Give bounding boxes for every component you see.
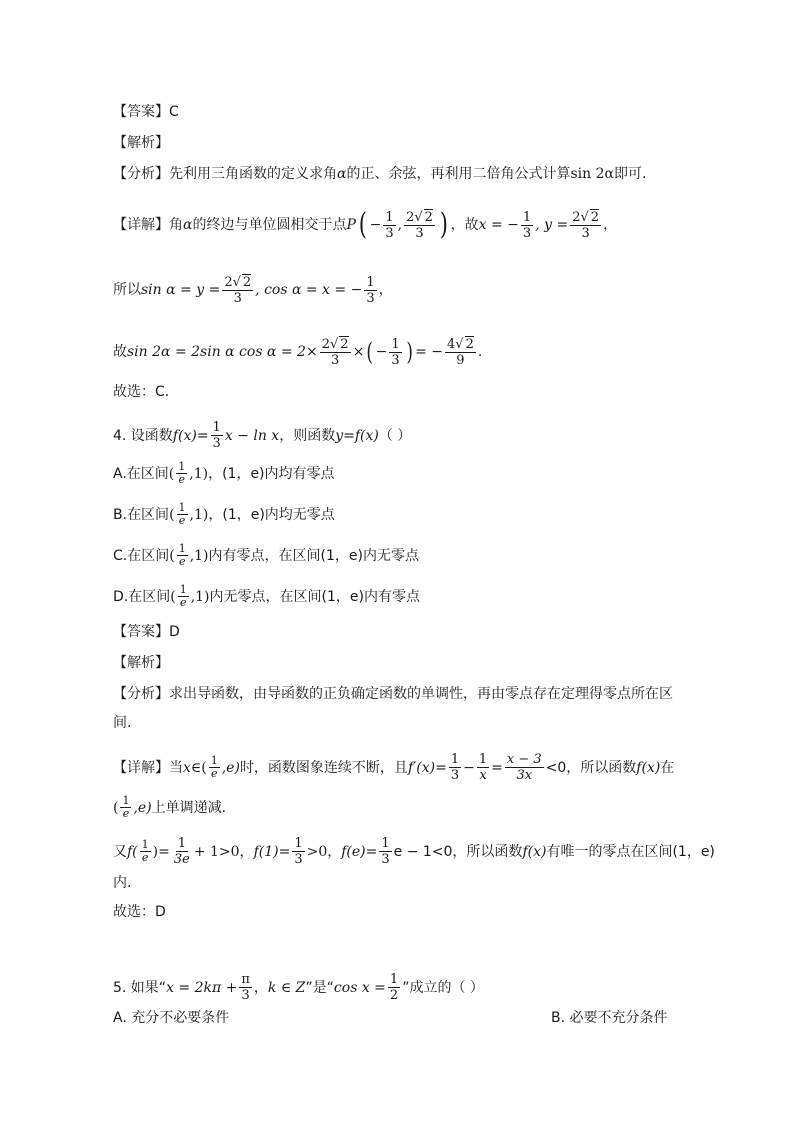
frac-one-e	[176, 461, 187, 486]
frac-num: 1	[122, 794, 130, 807]
detail-text: 内.	[113, 875, 132, 891]
coef: 2	[321, 337, 330, 352]
math-y-eq: , y =	[535, 217, 569, 233]
q4-detail-line-2	[113, 795, 734, 820]
frac-one-half	[388, 972, 400, 1003]
frac-den: e	[179, 596, 187, 609]
coef: 2	[406, 210, 415, 225]
option-label: A.	[113, 465, 127, 482]
q3-answer-line	[113, 102, 734, 122]
coef: 4	[446, 337, 456, 352]
frac-den: 3	[241, 988, 250, 1003]
q3-calc-line	[113, 336, 734, 368]
frac-one-third	[364, 275, 376, 306]
paren: (	[169, 506, 175, 523]
fenxi-text: 间.	[113, 715, 132, 731]
paren: (	[168, 465, 175, 482]
detail-text: ，故	[450, 217, 479, 233]
math-sign: −	[369, 217, 382, 233]
frac-xm3-3x	[505, 752, 544, 783]
period: .	[477, 344, 483, 360]
frac-den: 3	[330, 353, 340, 368]
math-f: f(	[127, 843, 138, 860]
q5-option-b: B. 必要不充分条件	[551, 1010, 668, 1026]
frac-num: 1	[478, 752, 488, 767]
frac-den: 3	[391, 352, 400, 368]
math-sin2a: sin 2α	[570, 166, 614, 182]
math-text: >0，	[306, 843, 342, 860]
q3-choose-line	[113, 382, 734, 402]
detail-text: 当	[169, 759, 183, 776]
option-label: D.	[113, 588, 129, 605]
frac-num: 1	[141, 838, 149, 851]
frac-num: 4√ 2	[446, 337, 474, 352]
comma: ，	[378, 282, 393, 298]
interval-end: ,1)	[190, 588, 210, 605]
q4-stem	[113, 420, 734, 451]
option-text: 在区间	[127, 547, 170, 564]
frac-num: 2√ 2	[572, 210, 600, 225]
q5-options-row	[113, 1008, 734, 1028]
paren-open: (	[366, 338, 374, 366]
detail-text: 时，函数图象连续不断，且	[239, 759, 408, 776]
frac-one-e	[177, 502, 188, 527]
fenxi-text: 的正、余弦，再利用二倍角公式计算	[346, 166, 571, 182]
option-text: 在区间	[126, 465, 169, 482]
q4-answer-line	[113, 622, 734, 642]
analysis-tag: 【解析】	[113, 655, 169, 671]
frac-num: 1	[294, 836, 303, 851]
interval-end: ,1)	[189, 547, 209, 564]
frac-den: 9	[456, 353, 465, 368]
detail-text: 又	[113, 843, 127, 860]
frac-num: 1	[391, 336, 400, 352]
frac-num: 1	[178, 501, 186, 514]
q4-option-d	[113, 584, 734, 609]
frac-num: 1	[178, 460, 186, 473]
frac-one-e	[140, 839, 151, 864]
frac-num: x − 3	[506, 752, 542, 767]
frac-one-third	[292, 836, 304, 867]
radicand: 2	[424, 210, 433, 225]
fenxi-text: 先利用三角函数的定义求角	[169, 166, 337, 182]
math-cos-eq: , cos α = x = −	[255, 282, 363, 298]
stem-text: ”成立的（ ）	[402, 979, 484, 996]
q5-option-a: A. 充分不必要条件	[113, 1010, 230, 1026]
q4-detail-line-3	[113, 836, 734, 867]
frac-den: 3x	[516, 768, 533, 783]
interval-end: ,1)	[189, 506, 209, 523]
math-fx: f(x)=	[172, 427, 209, 444]
coef: 2	[572, 210, 581, 225]
detail-text: e − 1<0，所以函数	[393, 843, 523, 860]
frac-num: 2√ 2	[406, 210, 433, 225]
radicand: 2	[590, 210, 600, 225]
interval-end: ,1)	[189, 465, 209, 482]
detail-text: <0，所以函数	[545, 759, 637, 776]
math-f1: f(1)=	[253, 843, 291, 860]
frac-den: e	[122, 807, 130, 820]
math-sign: −	[375, 344, 388, 360]
frac-num: 1	[385, 209, 394, 225]
detail-text: 有唯一的零点在区间(1，e)	[546, 843, 715, 860]
q4-option-b	[113, 502, 734, 527]
frac-den: e	[210, 767, 218, 780]
frac-num: 1	[178, 542, 186, 555]
q4-fenxi-line-2	[113, 713, 734, 733]
math-x-eq: x = −	[478, 217, 519, 233]
frac-den: 3	[233, 291, 242, 306]
frac-den: 3	[212, 436, 221, 451]
fenxi-text: 即可.	[613, 166, 647, 182]
paren-close: )	[406, 338, 413, 366]
math-fe: f(e)=	[341, 843, 378, 860]
frac-2sqrt2-3	[570, 209, 601, 241]
frac-num: 1	[179, 583, 187, 596]
math-fx: f(x)	[636, 759, 661, 776]
math-expr: x − ln x	[224, 427, 280, 444]
option-text: 内有零点，在区间(1，e)内无零点	[208, 547, 419, 564]
frac-one-third	[379, 836, 391, 867]
q4-option-c	[113, 543, 734, 568]
q4-option-a	[113, 461, 734, 486]
fenxi-tag: 【分析】	[113, 686, 169, 702]
fenxi-text: 求出导函数，由导函数的正负确定函数的单调性，再由零点存在定理得零点所在区	[169, 686, 673, 702]
frac-2sqrt2-3	[320, 336, 351, 368]
choose-text: 故选：C.	[113, 384, 170, 400]
fenxi-tag: 【分析】	[113, 166, 169, 182]
answer-tag: 【答案】	[113, 624, 169, 640]
frac-2sqrt2-3	[404, 209, 435, 241]
frac-den: 3	[522, 225, 532, 241]
q3-fenxi-line	[113, 164, 734, 184]
paren: )	[152, 843, 159, 860]
frac-one-e	[178, 584, 189, 609]
frac-num: 1	[366, 274, 375, 290]
stem-text: ，	[253, 979, 268, 996]
q5-number: 5. 如果“	[113, 979, 167, 996]
stem-text: ，则函数	[279, 427, 336, 444]
math-k-in-z: k ∈ Z	[267, 979, 306, 996]
frac-one-e	[120, 795, 131, 820]
math-fprime: f′(x)=	[407, 759, 447, 776]
math-text: + 1>0，	[193, 843, 254, 860]
frac-den: 3	[381, 852, 390, 867]
frac-den: 3	[366, 290, 375, 306]
frac-den: 3e	[173, 852, 190, 867]
math-eq: =	[158, 843, 170, 860]
gu-text: 故	[113, 344, 127, 360]
radicand: 2	[465, 337, 474, 352]
frac-one-third	[521, 210, 533, 241]
detail-text: 上单调递减.	[151, 799, 227, 816]
frac-one-3e	[172, 836, 192, 867]
q5-stem	[113, 972, 734, 1003]
frac-num: 1	[389, 972, 399, 987]
q4-number: 4. 设函数	[113, 427, 173, 444]
frac-4sqrt2-9	[445, 336, 476, 368]
frac-den: e	[141, 851, 149, 864]
frac-den: 3	[385, 225, 394, 241]
frac-den: e	[178, 555, 186, 568]
answer-tag: 【答案】	[113, 104, 169, 120]
comma: ，	[603, 217, 618, 233]
frac-one-e	[209, 755, 220, 780]
radicand: 2	[242, 275, 252, 290]
frac-den: x	[479, 768, 487, 783]
detail-text: 的终边与单位圆相交于点	[192, 217, 347, 233]
q3-detail-line	[113, 209, 734, 241]
math-x-in: x∈	[183, 759, 202, 776]
q4-analysis-tag	[113, 653, 734, 673]
math-x-eq: x = 2kπ +	[166, 979, 238, 996]
option-text: 在区间	[128, 588, 171, 605]
detail-text: 角	[169, 217, 183, 233]
so-text: 所以	[113, 282, 141, 298]
math-y-fx: y=f(x)	[335, 427, 379, 444]
frac-den: 2	[389, 988, 399, 1003]
math-alpha: α	[337, 166, 347, 182]
math-fx: f(x)	[522, 843, 547, 860]
math-comma: ,	[397, 217, 403, 233]
q4-detail-line-4	[113, 873, 734, 893]
frac-num: 1	[381, 836, 390, 851]
frac-den: 3	[450, 768, 460, 783]
paren: (	[169, 547, 175, 564]
q3-so-line	[113, 274, 734, 306]
stem-text: ”是“	[305, 979, 334, 996]
option-label: B.	[113, 506, 128, 523]
option-text: ，(1，e)内均有零点	[208, 465, 335, 482]
frac-num: 1	[212, 420, 221, 435]
frac-one-third	[383, 210, 395, 241]
detail-tag: 【详解】	[113, 759, 169, 776]
frac-one-third	[211, 420, 223, 451]
frac-one-third	[449, 752, 461, 783]
frac-den: 3	[415, 226, 424, 241]
math-sin2-eq: sin 2α = 2sin α cos α = 2×	[127, 344, 318, 360]
frac-num: 2√ 2	[224, 275, 252, 290]
math-eq: =	[491, 759, 503, 776]
option-label: C.	[113, 547, 128, 564]
big-paren-close: )	[439, 207, 448, 242]
q4-choose-line	[113, 902, 734, 922]
option-text: 内无零点，在区间(1，e)内有零点	[209, 588, 420, 605]
frac-num: 1	[522, 209, 532, 225]
frac-den: e	[178, 514, 186, 527]
answer-value: C	[169, 104, 179, 120]
paren: (	[201, 759, 207, 776]
analysis-tag: 【解析】	[113, 135, 169, 151]
math-eq: = −	[415, 344, 443, 360]
frac-den: e	[178, 473, 185, 486]
frac-one-x	[477, 752, 489, 783]
frac-one-e	[177, 543, 188, 568]
option-text: ，(1，e)内均无零点	[208, 506, 335, 523]
frac-den: 3	[581, 226, 590, 241]
detail-tag: 【详解】	[113, 217, 169, 233]
frac-num: 2√ 2	[321, 337, 349, 352]
interval-end: ,e)	[221, 759, 240, 776]
big-paren-open: (	[358, 207, 367, 242]
option-text: 在区间	[127, 506, 170, 523]
frac-num: 1	[177, 836, 186, 851]
paren: (	[113, 799, 119, 816]
q4-fenxi-line	[113, 684, 734, 704]
frac-pi-3	[239, 972, 252, 1003]
frac-one-third	[389, 337, 401, 368]
choose-text: 故选：D	[113, 904, 166, 920]
frac-num: π	[241, 972, 250, 987]
paren: (	[170, 588, 176, 605]
math-cos-eq: cos x =	[333, 979, 386, 996]
q4-detail-line	[113, 752, 734, 783]
math-alpha: α	[183, 217, 193, 233]
math-point: P	[346, 217, 356, 233]
radicand: 2	[340, 337, 349, 352]
detail-text: 在	[660, 759, 675, 776]
q3-analysis-tag	[113, 133, 734, 153]
coef: 2	[224, 275, 233, 290]
math-minus: −	[463, 759, 475, 776]
answer-blank: （ ）	[378, 427, 412, 444]
math-times: ×	[352, 344, 365, 360]
math-sin-eq: sin α = y =	[141, 282, 221, 298]
frac-num: 1	[450, 752, 460, 767]
frac-2sqrt2-3	[222, 274, 253, 306]
frac-den: 3	[294, 852, 303, 867]
frac-num: 1	[210, 754, 218, 767]
interval-end: ,e)	[133, 799, 152, 816]
answer-value: D	[169, 624, 180, 640]
